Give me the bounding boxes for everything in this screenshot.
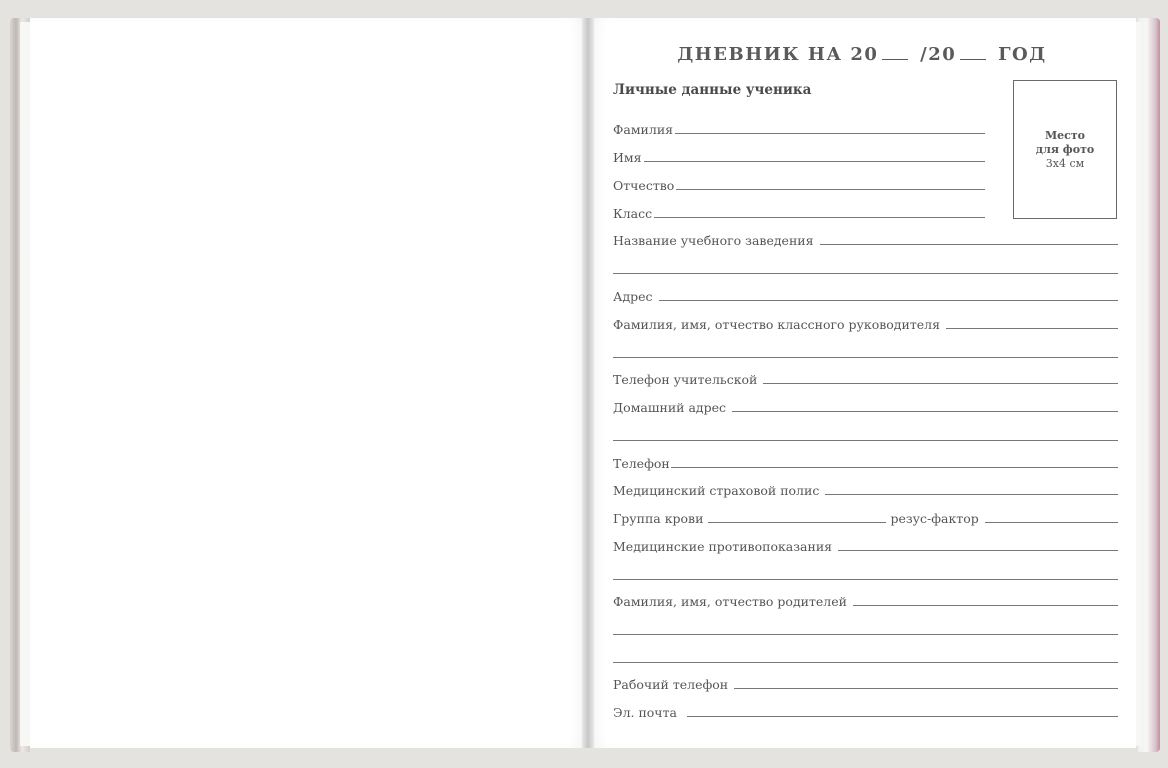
medical-policy-field — [613, 482, 1118, 498]
work-phone-label: Рабочий телефон — [613, 677, 729, 692]
parents-name-line-3 — [613, 662, 1118, 663]
surname-label: Фамилия — [613, 122, 674, 137]
home-address-line-2 — [613, 440, 1118, 441]
page-title — [588, 44, 1136, 65]
medical-policy-line — [825, 493, 1118, 495]
surname-field — [613, 121, 985, 137]
teacher-name-field — [613, 316, 1118, 332]
email-field — [613, 704, 1118, 720]
phone-label: Телефон — [613, 456, 670, 471]
parents-name-line-2 — [613, 634, 1118, 635]
teachers-phone-label: Телефон учительской — [613, 372, 758, 387]
class-label: Класс — [613, 206, 653, 221]
address-label: Адрес — [613, 289, 653, 304]
title-part-2: /20 — [920, 44, 957, 65]
medical-policy-label: Медицинский страховой полис — [613, 483, 820, 498]
photo-label-3: 3х4 см — [1045, 156, 1085, 170]
class-field — [613, 205, 985, 221]
name-line — [644, 160, 985, 162]
school-name-line — [820, 243, 1119, 245]
book-spine-shadow — [582, 18, 594, 748]
school-name-label: Название учебного заведения — [613, 233, 814, 248]
blood-group-field — [613, 510, 1118, 526]
teacher-name-line — [946, 327, 1118, 329]
blood-group-label: Группа крови — [613, 511, 704, 526]
parents-name-field — [613, 593, 1118, 609]
parents-name-line — [853, 604, 1118, 606]
section-title: Личные данные ученика — [613, 82, 812, 98]
home-address-label: Домашний адрес — [613, 400, 727, 415]
work-phone-field — [613, 676, 1118, 692]
photo-label-2: для фото — [1035, 142, 1095, 156]
address-field — [613, 288, 1118, 304]
left-page — [30, 18, 588, 748]
contraindications-field — [613, 538, 1118, 554]
teachers-phone-line — [763, 382, 1118, 384]
parents-name-label: Фамилия, имя, отчество родителей — [613, 594, 847, 609]
teacher-name-line-2 — [613, 357, 1118, 358]
work-phone-line — [734, 687, 1118, 689]
home-address-field — [613, 399, 1118, 415]
class-line — [654, 216, 985, 218]
phone-field — [613, 455, 1118, 471]
surname-line — [675, 132, 985, 134]
patronymic-label: Отчество — [613, 178, 675, 193]
title-part-3: ГОД — [998, 44, 1047, 65]
rh-factor-line — [985, 521, 1118, 523]
teachers-phone-field — [613, 371, 1118, 387]
name-field — [613, 149, 985, 165]
photo-label-1: Место — [1044, 128, 1086, 142]
school-name-field — [613, 232, 1118, 248]
school-name-line-2 — [613, 273, 1118, 274]
home-address-line — [732, 410, 1118, 412]
address-line — [659, 299, 1118, 301]
rh-factor-label: резус-фактор — [890, 511, 979, 526]
contraindications-line-2 — [613, 579, 1118, 580]
phone-line — [671, 466, 1118, 468]
patronymic-line — [676, 188, 985, 190]
name-label: Имя — [613, 150, 642, 165]
email-label: Эл. почта — [613, 705, 677, 720]
blood-group-line — [708, 521, 886, 523]
email-line — [687, 715, 1118, 717]
patronymic-field — [613, 177, 985, 193]
teacher-name-label: Фамилия, имя, отчество классного руководителя — [613, 317, 940, 332]
title-part-1: ДНЕВНИК НА 20 — [677, 44, 879, 65]
contraindications-label: Медицинские противопоказания — [613, 539, 833, 554]
photo-placeholder — [1013, 80, 1117, 219]
year-blank-1 — [882, 45, 908, 60]
year-blank-2 — [960, 45, 986, 60]
contraindications-line — [838, 549, 1118, 551]
